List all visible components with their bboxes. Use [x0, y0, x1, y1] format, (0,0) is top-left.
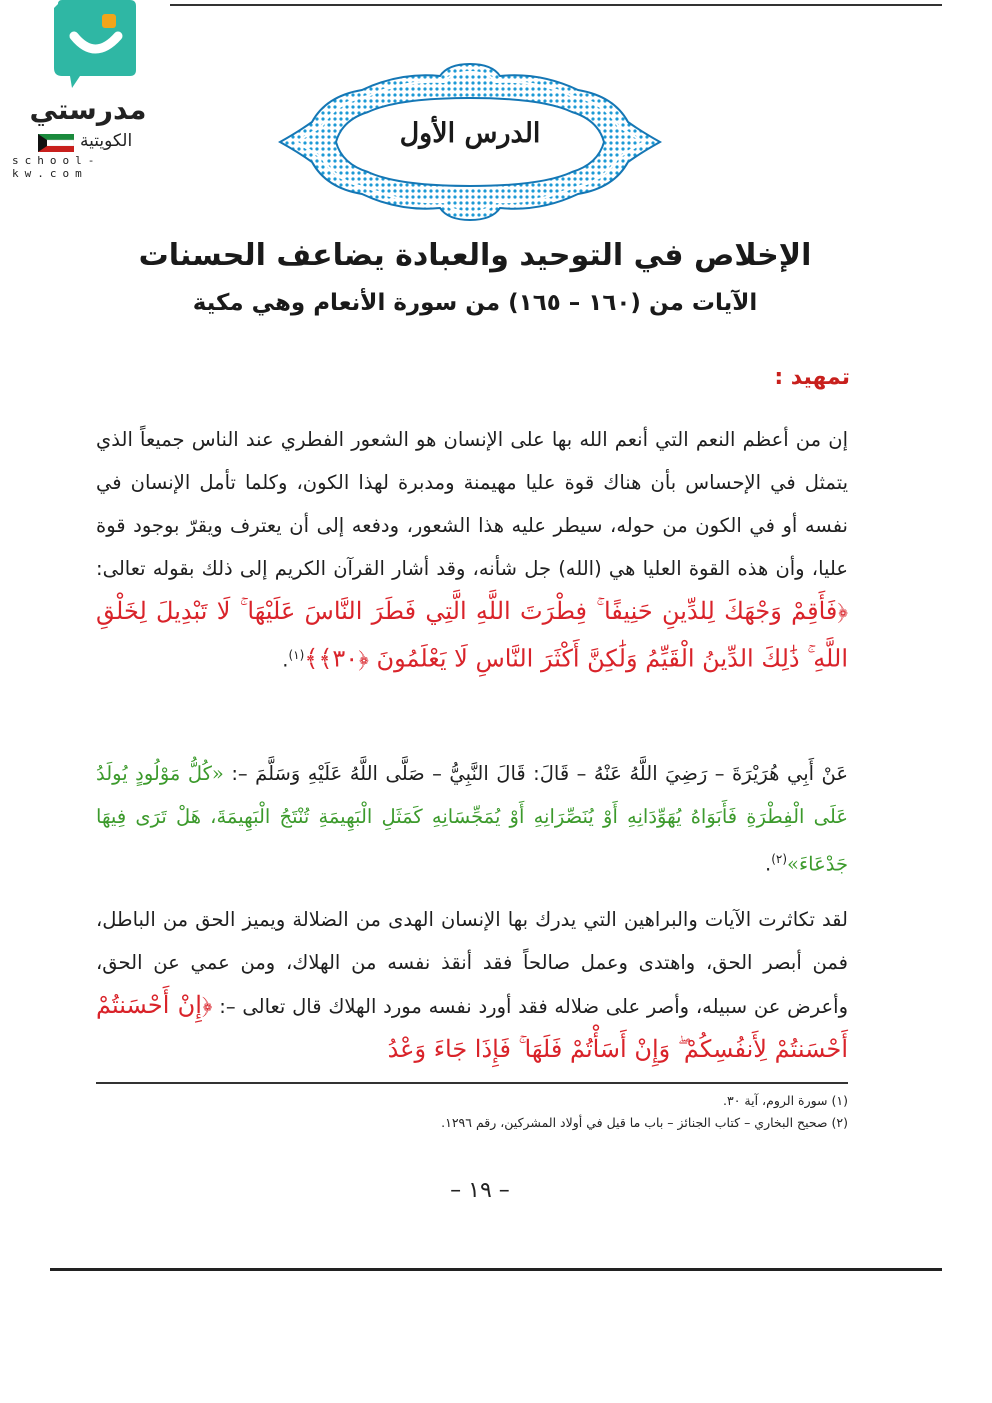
- logo-mark-icon: [50, 0, 140, 90]
- hadith-paragraph: [96, 752, 848, 886]
- para3-text: لقد تكاثرت الآيات والبراهين التي يدرك بها الإنسان الهدى من الضلالة ويميز الحق من الباطل، فمن أبصر الحق، واهتدى وعمل صالحاً فقد أنقذ نفسه من الهلاك، ومن عمي عن الحق، وأعرض عن سبيله، وأصر على ضلاله فقد أورد نفسه مورد الهلاك قال تعالى –:: [96, 908, 848, 1018]
- quran-verse-rum-30: ﴿فَأَقِمْ وَجْهَكَ لِلدِّينِ حَنِيفًا ۚ فِطْرَتَ اللَّهِ الَّتِي فَطَرَ النَّاسَ عَلَيْهَا ۚ لَا تَبْدِيلَ لِخَلْقِ اللَّهِ ۚ ذَٰلِكَ الدِّينُ الْقَيِّمُ وَلَٰكِنَّ أَكْثَرَ النَّاسِ لَا يَعْلَمُونَ ﴿٣٠﴾﴾: [96, 597, 848, 673]
- main-title: الإخلاص في التوحيد والعبادة يضاعف الحسنات: [138, 238, 812, 273]
- hadith-narrator: عَنْ أَبِي هُرَيْرَةَ – رَضِيَ اللَّهُ عَنْهُ – قَالَ: قَالَ النَّبِيُّ – صَلَّى اللَّهُ عَلَيْهِ وَسَلَّمَ –:: [223, 762, 849, 785]
- logo-url: school-kw.com: [12, 154, 101, 180]
- logo-name: مدرستي: [29, 93, 147, 126]
- hadith-text: «كُلُّ مَوْلُودٍ يُولَدُ عَلَى الْفِطْرَةِ فَأَبَوَاهُ يُهَوِّدَانِهِ أَوْ يُنَصِّرَانِهِ أَوْ يُمَجِّسَانِهِ كَمَثَلِ الْبَهِيمَةِ تُنْتَجُ الْبَهِيمَةَ، هَلْ تَرَى فِيهَا جَدْعَاءَ»: [96, 762, 848, 876]
- lesson-title: الدرس الأول: [399, 118, 541, 149]
- hadith-end: .: [765, 852, 772, 876]
- logo-subtitle: الكويتية: [80, 131, 133, 151]
- school-logo[interactable]: [8, 0, 168, 180]
- bottom-rule: [50, 1268, 942, 1271]
- footnote-ref-1: (١): [288, 648, 305, 662]
- top-rule: [170, 4, 942, 6]
- intro-heading: تمهيد :: [774, 365, 850, 390]
- kuwait-flag-icon: [38, 134, 74, 152]
- footnote-divider: [96, 1082, 848, 1084]
- third-paragraph: [96, 898, 848, 1072]
- footnote-1: (١) سورة الروم، آية ٣٠.: [723, 1093, 848, 1108]
- quran-verse-isra-7: ﴿إِنْ أَحْسَنتُمْ أَحْسَنتُمْ لِأَنفُسِكُمْ ۖ وَإِنْ أَسَأْتُمْ فَلَهَا ۚ فَإِذَا جَاءَ وَعْدُ: [96, 991, 848, 1063]
- page-number: – ١٩ –: [450, 1178, 510, 1203]
- intro-text: إن من أعظم النعم التي أنعم الله بها على الإنسان هو الشعور الفطري عند الناس جميعاً الذي يتمثل في الإحساس بأن هناك قوة عليا مهيمنة ومدبرة لهذا الكون، وكلما تأمل الإنسان في نفسه أو في الكون من حوله، سيطر عليه هذا الشعور، ودفعه إلى أن يعترف ويقرّ بوجود قوة عليا، وأن هذه القوة العليا هي (الله) جل شأنه، وقد أشار القرآن الكريم إلى ذلك بقوله تعالى:: [96, 428, 848, 580]
- intro-paragraph: [96, 418, 848, 682]
- footnote-ref-2: (٢): [771, 852, 788, 866]
- subtitle: الآيات من (١٦٠ – ١٦٥) من سورة الأنعام وهي مكية: [192, 290, 758, 316]
- footnotes: [96, 1090, 848, 1134]
- intro-end: .: [282, 648, 289, 672]
- footnote-2: (٢) صحيح البخاري – كتاب الجنائز – باب ما قيل في أولاد المشركين، رقم ١٢٩٦.: [441, 1115, 848, 1130]
